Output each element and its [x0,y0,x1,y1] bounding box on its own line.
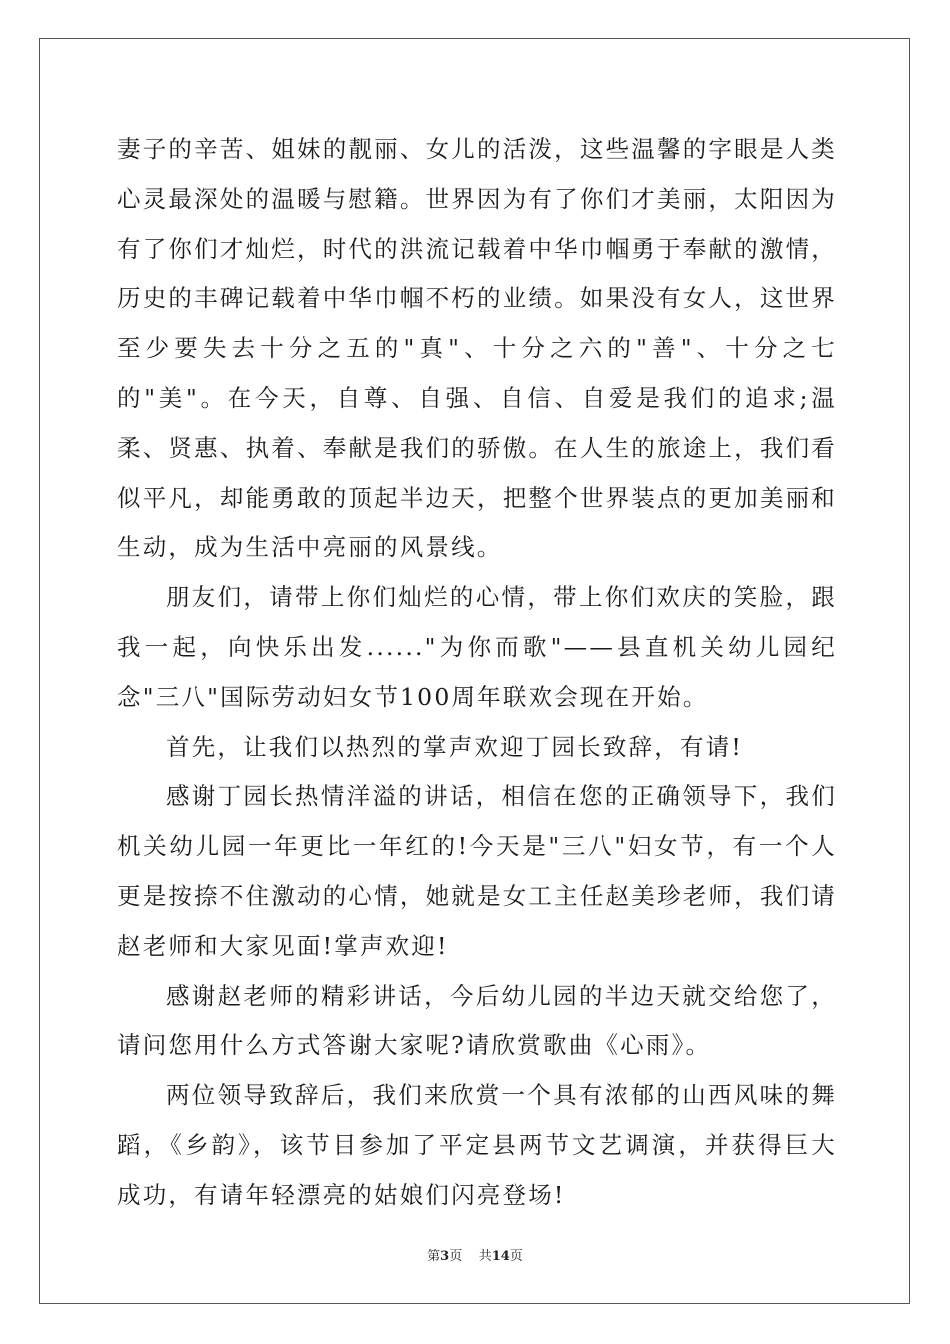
current-page-number: 3 [440,1249,450,1264]
page-prefix: 第 [427,1249,441,1264]
total-prefix: 共 [478,1249,492,1264]
total-suffix: 页 [509,1249,523,1264]
paragraph-4: 感谢丁园长热情洋溢的讲话，相信在您的正确领导下，我们机关幼儿园一年更比一年红的!今天是"三八"妇女节，有一个人更是按捺不住激动的心情，她就是女工主任赵美珍老师，我们请赵老师和大家见面!掌声欢迎! [117,782,837,960]
paragraph-5: 感谢赵老师的精彩讲话，今后幼儿园的半边天就交给您了，请问您用什么方式答谢大家呢?请欣赏歌曲《心雨》。 [117,981,837,1060]
total-pages-number: 14 [491,1249,510,1264]
paragraph-3: 首先，让我们以热烈的掌声欢迎丁园长致辞，有请! [166,732,744,761]
page-suffix: 页 [449,1249,463,1264]
document-body [117,125,837,1221]
page-footer [0,1245,950,1264]
paragraph-6: 两位领导致辞后，我们来欣赏一个具有浓郁的山西风味的舞蹈，《乡韵》，该节目参加了平定县两节文艺调演，并获得巨大成功，有请年轻漂亮的姑娘们闪亮登场! [117,1081,837,1209]
paragraph-2: 朋友们，请带上你们灿烂的心情，带上你们欢庆的笑脸，跟我一起，向快乐出发......"为你而歌"——县直机关幼儿园纪念"三八"国际劳动妇女节100周年联欢会现在开始。 [117,583,837,711]
paragraph-1: 妻子的辛苦、姐妹的靓丽、女儿的活泼，这些温馨的字眼是人类心灵最深处的温暖与慰籍。世界因为有了你们才美丽，太阳因为有了你们才灿烂，时代的洪流记载着中华巾帼勇于奉献的激情，历史的丰碑记载着中华巾帼不朽的业绩。如果没有女人，这世界至少要失去十分之五的"真"、十分之六的"善"、十分之七的"美"。在今天，自尊、自强、自信、自爱是我们的追求;温柔、贤惠、执着、奉献是我们的骄傲。在人生的旅途上，我们看似平凡，却能勇敢的顶起半边天，把整个世界装点的更加美丽和生动，成为生活中亮丽的风景线。 [117,135,837,562]
